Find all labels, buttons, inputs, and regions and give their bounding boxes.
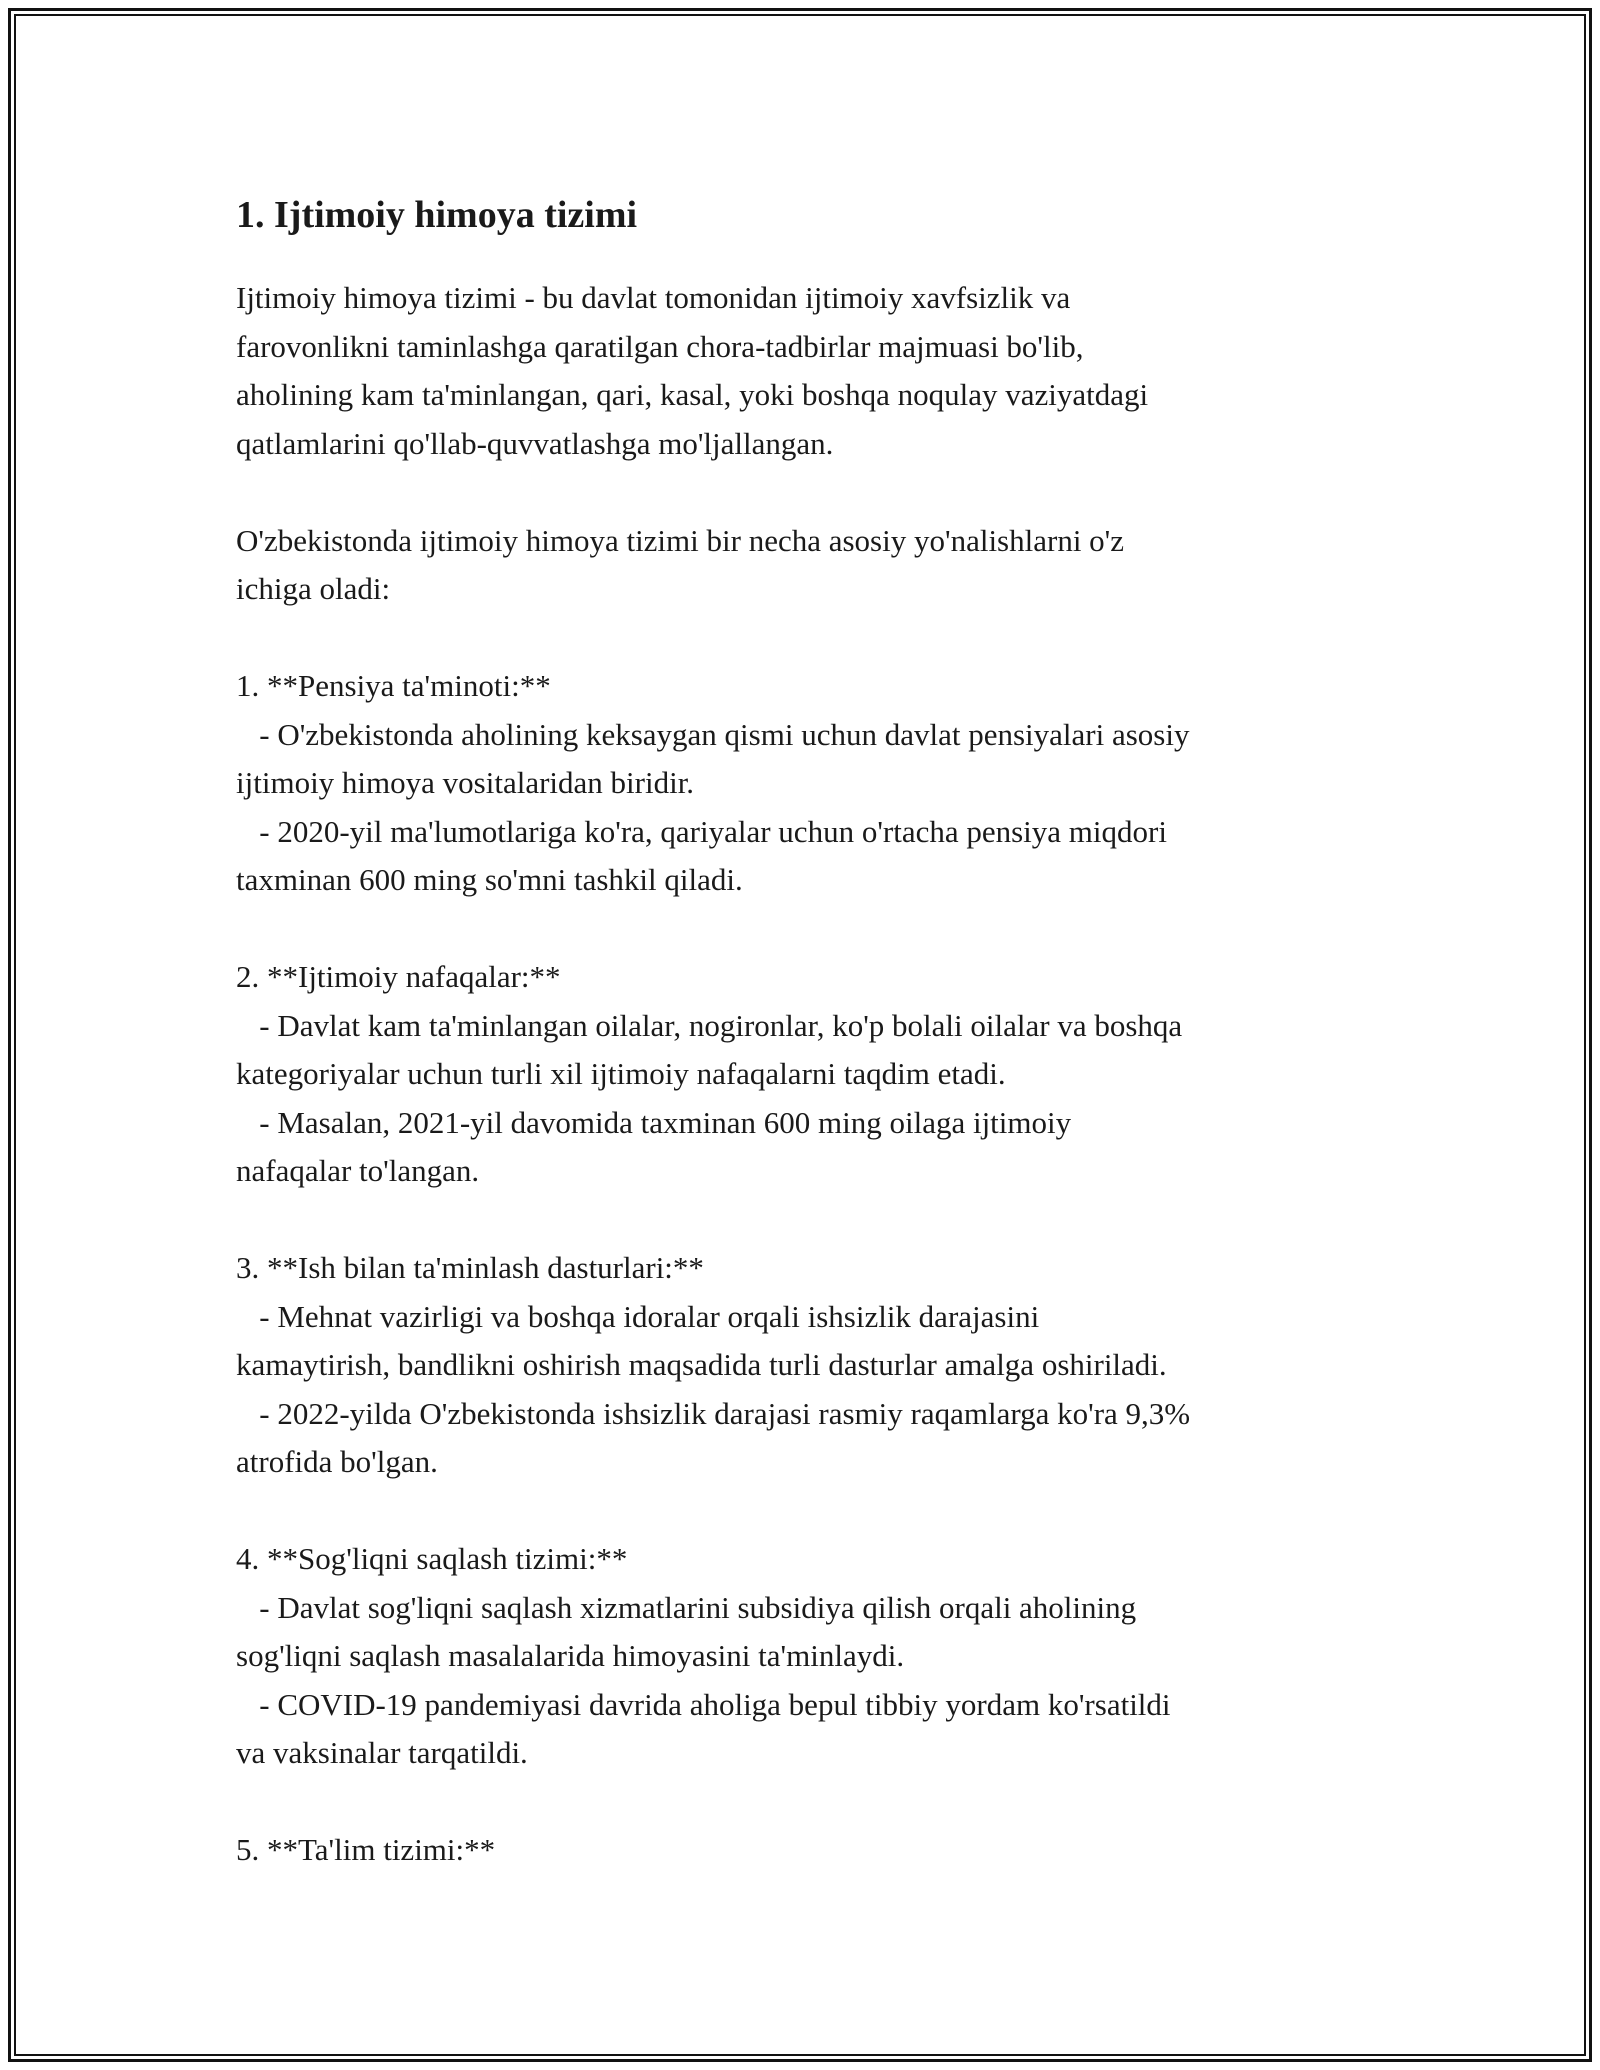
section-heading: 1. **Pensiya ta'minoti:** <box>236 668 551 703</box>
section-bullet: - 2020-yil ma'lumotlariga ko'ra, qariyalar uchun o'rtacha pensiya miqdori taxminan 600 ming so'mni tashkil qiladi. <box>236 813 1167 897</box>
overview-paragraph: O'zbekistonda ijtimoiy himoya tizimi bir necha asosiy yo'nalishlarni o'z ichiga oladi: <box>236 522 1125 606</box>
section-heading: 5. **Ta'lim tizimi:** <box>236 1832 496 1867</box>
section-heading: 2. **Ijtimoiy nafaqalar:** <box>236 959 561 994</box>
section-bullet: - Mehnat vazirligi va boshqa idoralar orqali ishsizlik darajasini kamaytirish, bandlikni oshirish maqsadida turli dasturlar amalga oshiriladi. <box>236 1298 1167 1382</box>
section-heading: 4. **Sog'liqni saqlash tizimi:** <box>236 1541 628 1576</box>
paragraph-gap <box>236 1778 1376 1827</box>
section-bullet: - Davlat kam ta'minlangan oilalar, nogironlar, ko'p bolali oilalar va boshqa kategoriyalar uchun turli xil ijtimoiy nafaqalarni taqdim etadi. <box>236 1007 1183 1091</box>
section-soglik <box>236 1535 1376 1778</box>
section-bullet: - Davlat sog'liqni saqlash xizmatlarini subsidiya qilish orqali aholining sog'liqni saqlash masalalarida himoyasini ta'minlaydi. <box>236 1589 1137 1673</box>
section-bullet: - O'zbekistonda aholining keksaygan qismi uchun davlat pensiyalari asosiy ijtimoiy himoya vositalaridan biridir. <box>236 716 1190 800</box>
document-body <box>236 182 1376 1875</box>
section-ish-bilan <box>236 1244 1376 1487</box>
section-bullet: - 2022-yilda O'zbekistonda ishsizlik darajasi rasmiy raqamlarga ko'ra 9,3% atrofida bo'lgan. <box>236 1395 1191 1479</box>
section-pensiya <box>236 662 1376 905</box>
document-title: 1. Ijtimoiy himoya tizimi <box>236 194 638 236</box>
section-bullet: - Masalan, 2021-yil davomida taxminan 600 ming oilaga ijtimoiy nafaqalar to'langan. <box>236 1104 1072 1188</box>
section-heading: 3. **Ish bilan ta'minlash dasturlari:** <box>236 1250 704 1285</box>
intro-paragraph: Ijtimoiy himoya tizimi - bu davlat tomonidan ijtimoiy xavfsizlik va farovonlikni taminlashga qaratilgan chora-tadbirlar majmuasi bo'lib, aholining kam ta'minlangan, qari, kasal, yoki boshqa noqulay vaziyatdagi qatlamlarini qo'llab-quvvatlashga mo'ljallangan. <box>236 280 1149 461</box>
paragraph-gap <box>236 1196 1376 1245</box>
section-nafaqalar <box>236 953 1376 1196</box>
paragraph-gap <box>236 1487 1376 1536</box>
paragraph-gap <box>236 905 1376 954</box>
section-talim <box>236 1826 1376 1875</box>
section-bullet: - COVID-19 pandemiyasi davrida aholiga bepul tibbiy yordam ko'rsatildi va vaksinalar tarqatildi. <box>236 1686 1171 1770</box>
paragraph-gap <box>236 614 1376 663</box>
paragraph-gap <box>236 468 1376 517</box>
